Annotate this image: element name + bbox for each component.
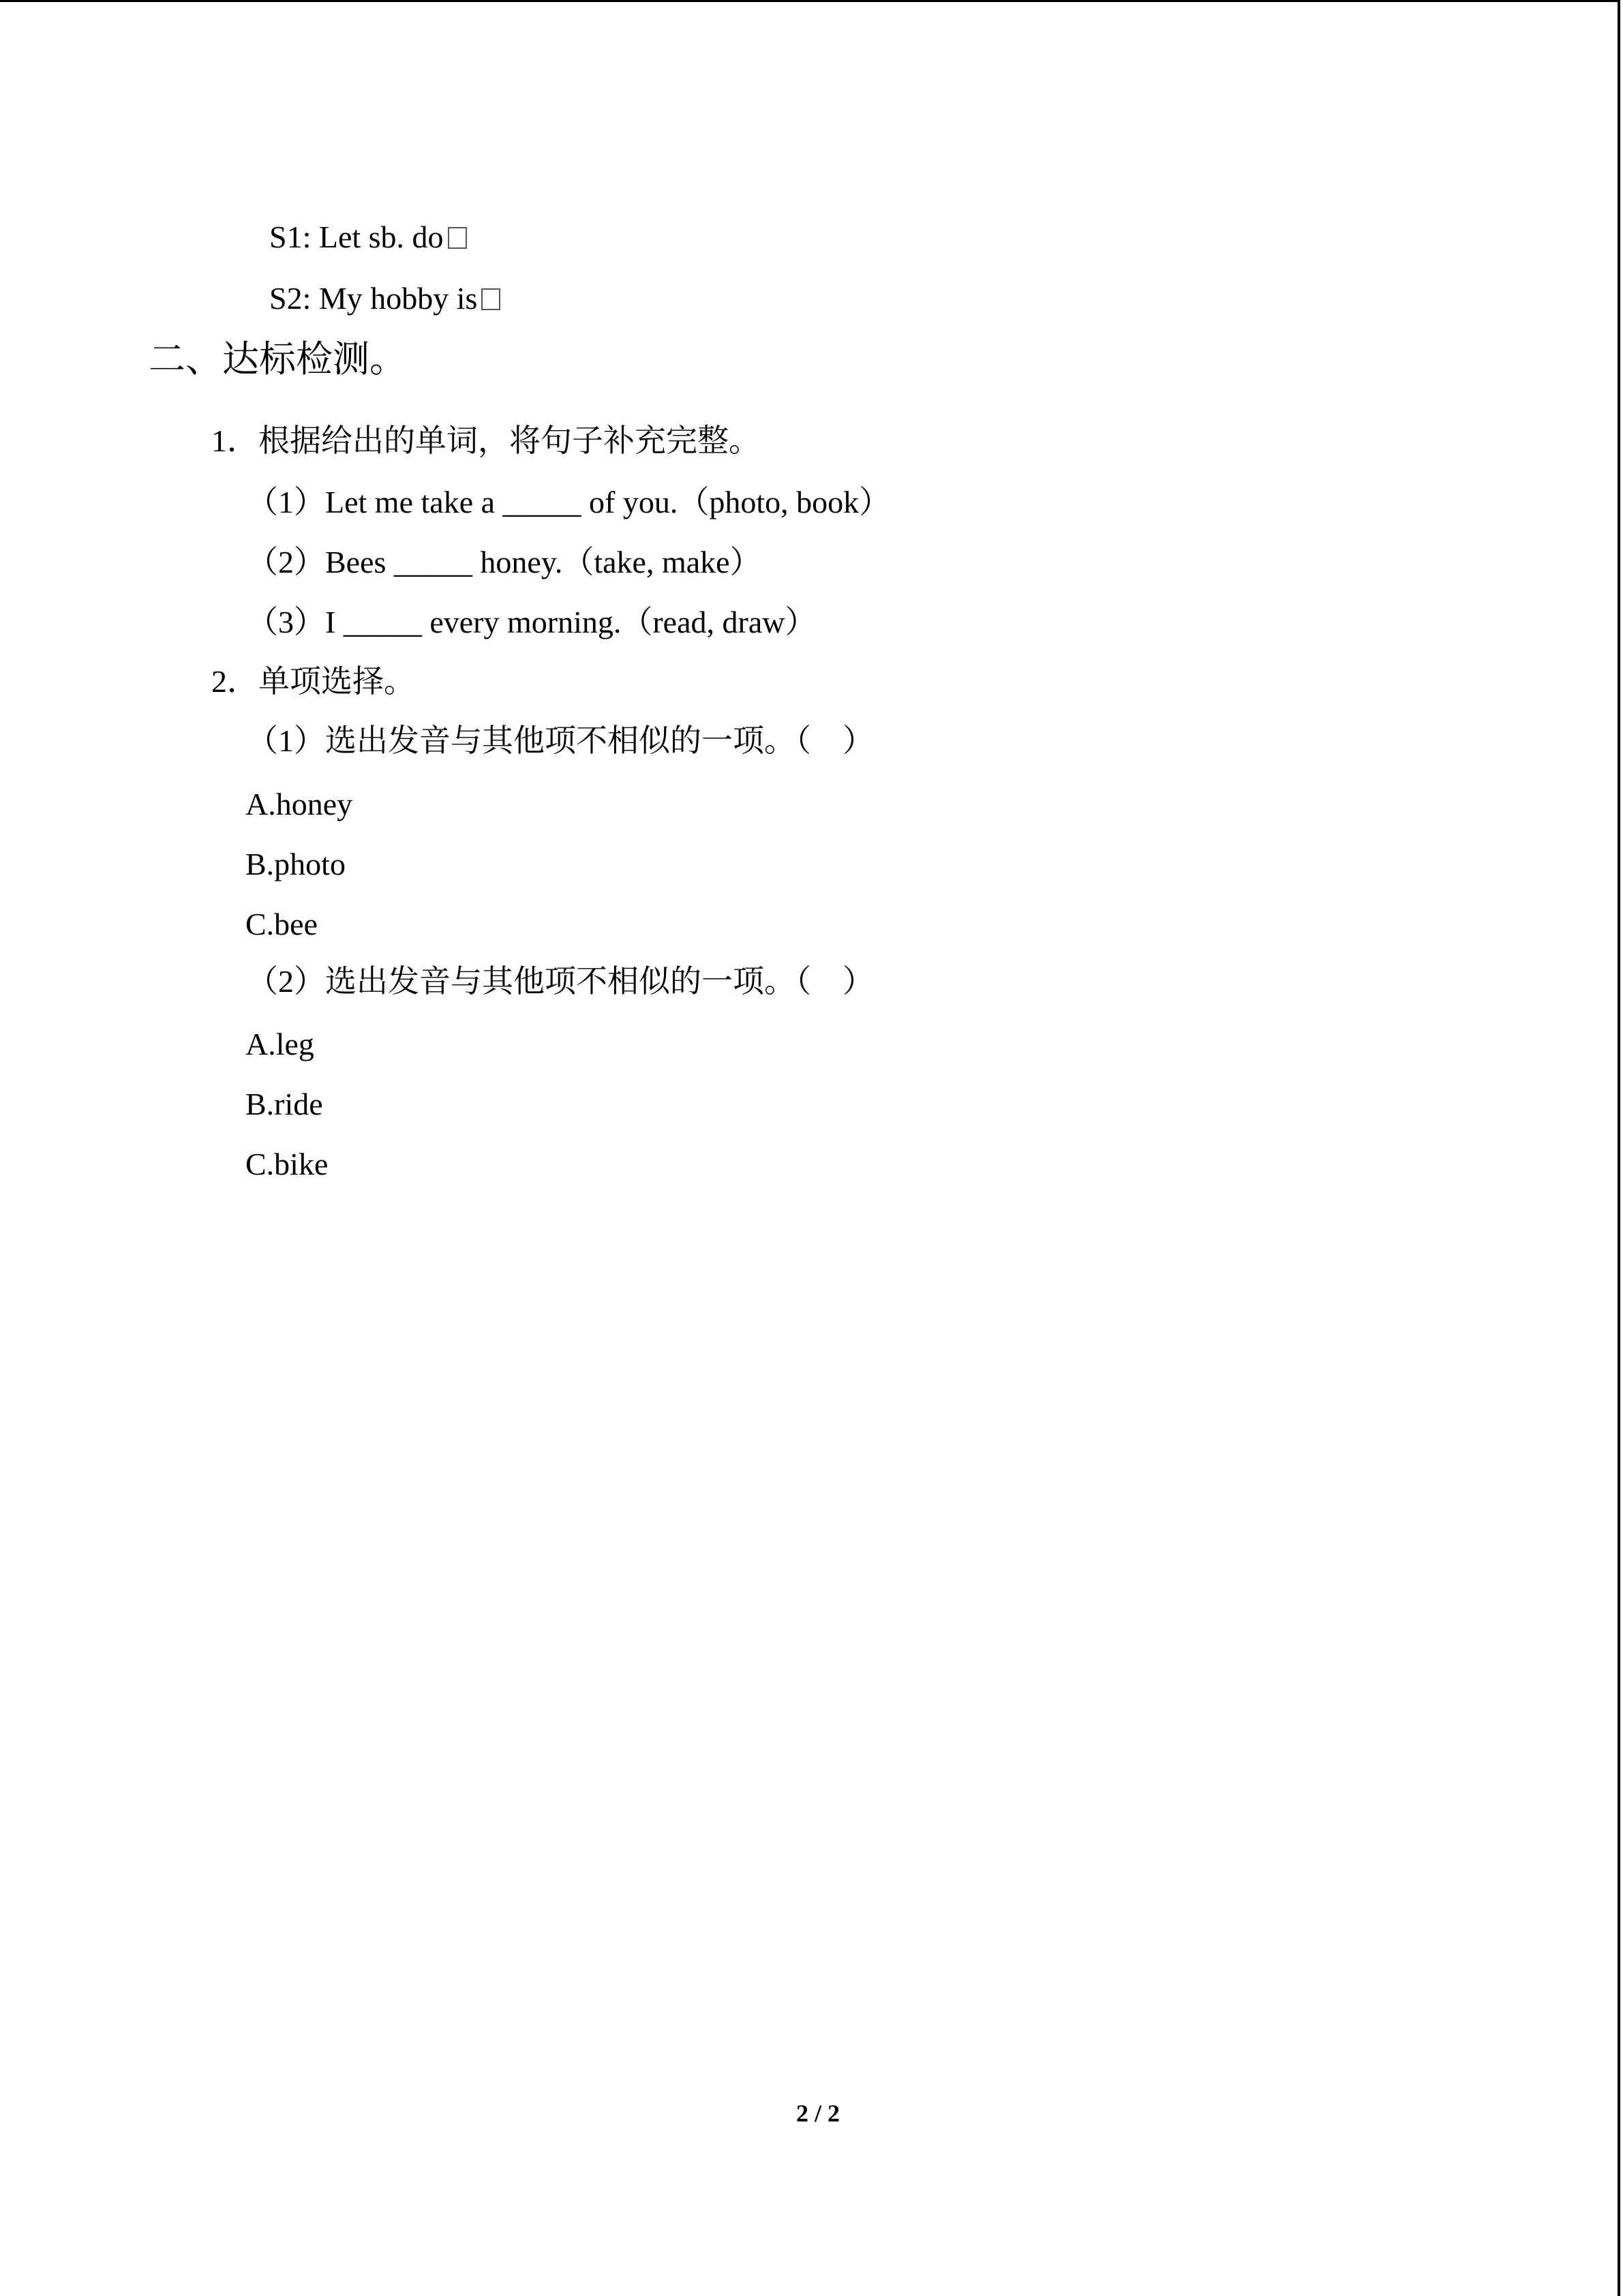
question-2-sub2-option-a: A.leg bbox=[245, 1027, 314, 1061]
question-2-sub1-option-c: C.bee bbox=[245, 907, 318, 941]
question-2-sub2-option-c: C.bike bbox=[245, 1147, 329, 1181]
page-number: 2 / 2 bbox=[795, 2100, 840, 2127]
placeholder-box-icon bbox=[481, 288, 500, 310]
question-2-sub2-option-b: B.ride bbox=[245, 1087, 323, 1121]
question-1-item-2: （2）Bees _____ honey.（take, make） bbox=[247, 545, 761, 579]
dialog-line-s2 bbox=[269, 278, 500, 319]
dialog-line-s1 bbox=[269, 217, 467, 258]
question-2-title: 2．单项选择。 bbox=[211, 664, 415, 699]
question-2-sub1-option-b: B.photo bbox=[245, 847, 346, 881]
question-2-sub1-option-a: A.honey bbox=[245, 787, 353, 821]
placeholder-box-icon bbox=[448, 227, 467, 249]
question-1-item-3: （3）I _____ every morning.（read, draw） bbox=[247, 605, 817, 639]
dialog-s2-text: S2: My hobby is bbox=[269, 281, 478, 316]
question-2-sub1-prompt: （1）选出发音与其他项不相似的一项。（ ） bbox=[247, 723, 874, 758]
question-1-title: 1．根据给出的单词，将句子补充完整。 bbox=[211, 423, 760, 458]
dialog-s1-text: S1: Let sb. do bbox=[269, 220, 444, 254]
question-2-sub2-prompt: （2）选出发音与其他项不相似的一项。（ ） bbox=[247, 964, 874, 999]
section-heading: 二、达标检测。 bbox=[149, 339, 406, 380]
question-1-item-1: （1）Let me take a _____ of you.（photo, book） bbox=[247, 485, 891, 519]
